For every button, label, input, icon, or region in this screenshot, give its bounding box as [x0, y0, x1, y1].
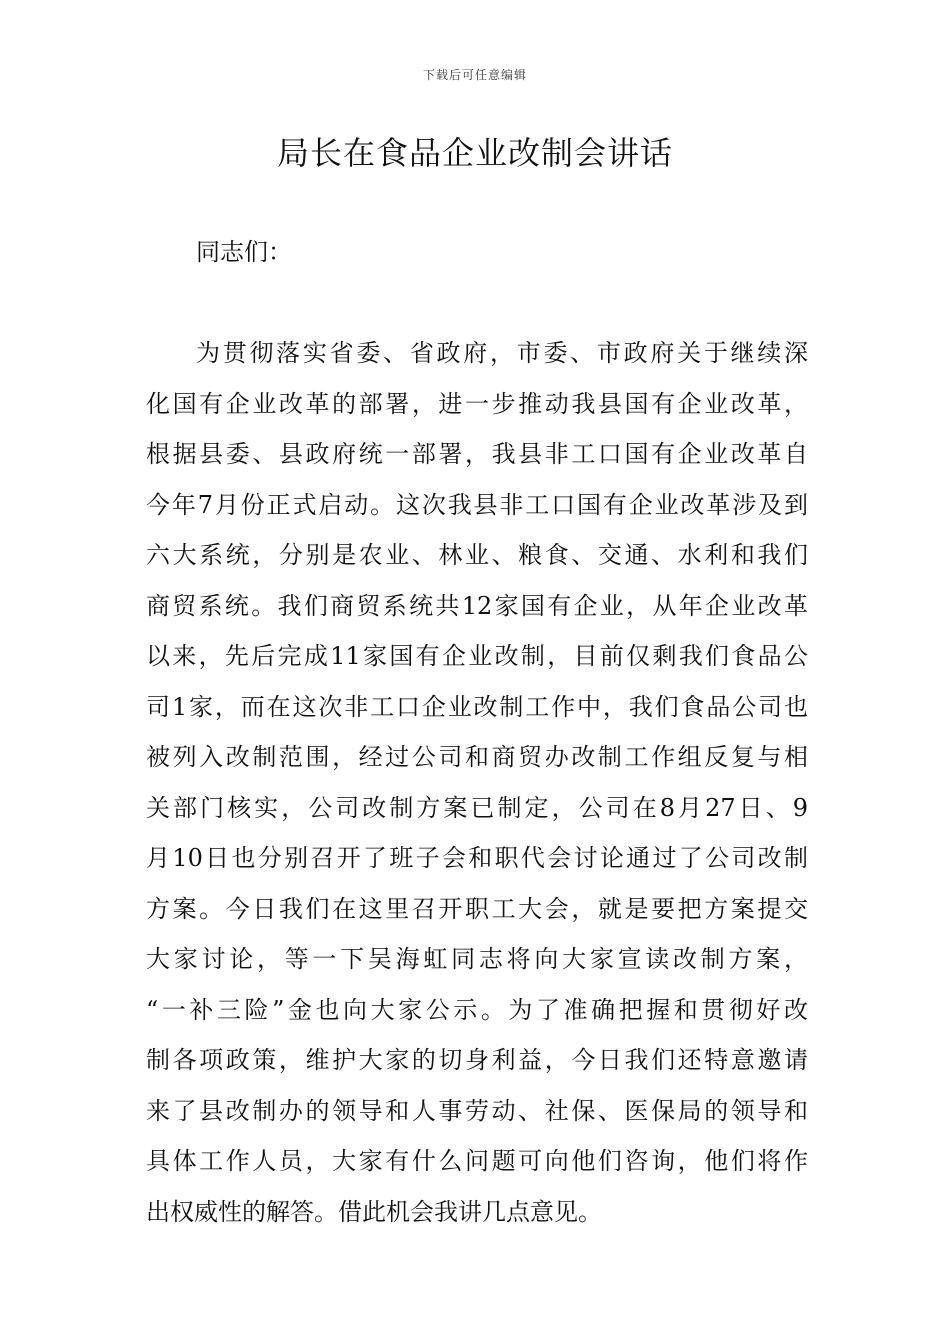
paragraph-line: 六大系统，分别是农业、林业、粮食、交通、水利和我们	[146, 541, 808, 569]
paragraph-line: 关部门核实，公司改制方案已制定，公司在8月27日、9	[146, 793, 808, 822]
header-note: 下载后可任意编辑	[422, 68, 527, 82]
paragraph-line: 被列入改制范围，经过公司和商贸办改制工作组反复与相	[146, 743, 808, 771]
paragraph-line: 大家讨论，等一下吴海虹同志将向大家宣读改制方案，	[146, 945, 808, 973]
paragraph-line: 来了县改制办的领导和人事劳动、社保、医保局的领导和	[146, 1096, 808, 1125]
paragraph-line: 以来，先后完成11家国有企业改制，目前仅剩我们食品公	[146, 642, 808, 670]
paragraph-line: 为贯彻落实省委、省政府，市委、市政府关于继续深	[196, 339, 808, 367]
paragraph-line: 商贸系统。我们商贸系统共12家国有企业，从年企业改革	[146, 591, 808, 620]
paragraph-line: 化国有企业改革的部署，进一步推动我县国有企业改革，	[146, 389, 808, 418]
paragraph-line: 月10日也分别召开了班子会和职代会讨论通过了公司改制	[146, 844, 808, 872]
paragraph-line: 今年7月份正式启动。这次我县非工口国有企业改革涉及到	[146, 490, 808, 519]
paragraph-line: 司1家，而在这次非工口企业改制工作中，我们食品公司也	[146, 692, 808, 721]
document-title: 局长在食品企业改制会讲话	[276, 134, 673, 172]
paragraph-line: 出权威性的解答。借此机会我讲几点意见。	[146, 1197, 602, 1226]
paragraph-line: 制各项政策，维护大家的切身利益，今日我们还特意邀请	[146, 1046, 808, 1074]
paragraph-line: 方案。今日我们在这里召开职工大会，就是要把方案提交	[146, 894, 808, 923]
body-paragraph	[146, 328, 808, 1237]
paragraph-line: 根据县委、县政府统一部署，我县非工口国有企业改革自	[146, 440, 808, 468]
paragraph-line: 具体工作人员，大家有什么问题可向他们咨询，他们将作	[146, 1147, 808, 1175]
paragraph-line: “一补三险”金也向大家公示。为了准确把握和贯彻好改	[146, 995, 808, 1024]
salutation: 同志们：	[196, 238, 292, 266]
